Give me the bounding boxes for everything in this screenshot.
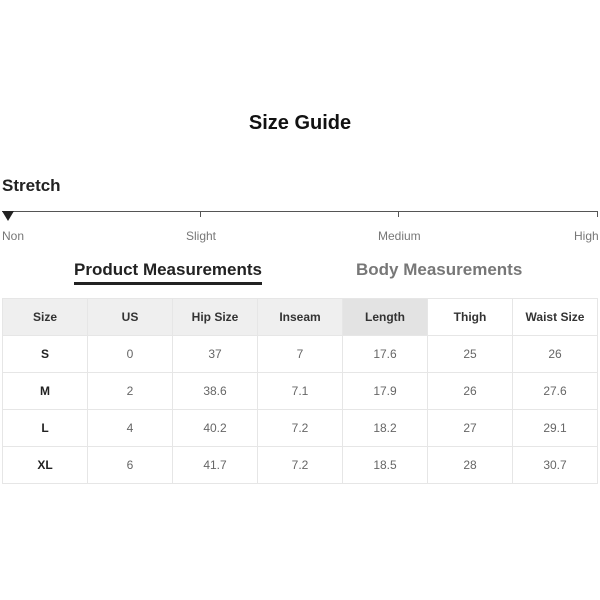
stretch-indicator-icon	[2, 211, 14, 221]
table-cell: L	[3, 410, 88, 447]
table-cell: 30.7	[513, 447, 598, 484]
table-cell: XL	[3, 447, 88, 484]
table-cell: 6	[88, 447, 173, 484]
stretch-level-non: Non	[2, 229, 25, 243]
table-cell: 37	[173, 336, 258, 373]
header-us: US	[88, 299, 173, 336]
table-cell: 18.2	[343, 410, 428, 447]
table-cell: 38.6	[173, 373, 258, 410]
tab-body-measurements[interactable]: Body Measurements	[356, 260, 523, 279]
stretch-level-medium: Medium	[378, 229, 421, 243]
table-cell: 27.6	[513, 373, 598, 410]
stretch-level-high: High	[574, 229, 599, 243]
table-row	[3, 410, 598, 447]
table-cell: 17.9	[343, 373, 428, 410]
table-cell: 25	[428, 336, 513, 373]
header-inseam: Inseam	[258, 299, 343, 336]
stretch-level-slight: Slight	[186, 229, 217, 243]
table-cell: 18.5	[343, 447, 428, 484]
header-thigh: Thigh	[428, 299, 513, 336]
table-cell: 27	[428, 410, 513, 447]
stretch-label: Stretch	[2, 176, 61, 195]
table-cell: 17.6	[343, 336, 428, 373]
table-cell: 28	[428, 447, 513, 484]
tab-product-measurements[interactable]: Product Measurements	[74, 260, 262, 285]
table-cell: 41.7	[173, 447, 258, 484]
table-cell: 0	[88, 336, 173, 373]
table-cell: 40.2	[173, 410, 258, 447]
page-title: Size Guide	[248, 112, 352, 134]
table-cell: 7.2	[258, 410, 343, 447]
table-cell: 29.1	[513, 410, 598, 447]
table-header-row	[3, 299, 598, 336]
table-cell: 7.1	[258, 373, 343, 410]
header-length: Length	[343, 299, 428, 336]
table-cell: M	[3, 373, 88, 410]
stretch-tick-medium	[398, 211, 399, 217]
header-hip-size: Hip Size	[173, 299, 258, 336]
table-cell: 4	[88, 410, 173, 447]
table-cell: 7.2	[258, 447, 343, 484]
table-cell: S	[3, 336, 88, 373]
stretch-tick-slight	[200, 211, 201, 217]
table-cell: 26	[513, 336, 598, 373]
table-row	[3, 336, 598, 373]
table-row	[3, 447, 598, 484]
table-row	[3, 373, 598, 410]
table-cell: 7	[258, 336, 343, 373]
table-cell: 26	[428, 373, 513, 410]
stretch-scale-line	[2, 211, 598, 212]
header-waist-size: Waist Size	[513, 299, 598, 336]
size-table	[2, 298, 598, 484]
header-size: Size	[3, 299, 88, 336]
table-cell: 2	[88, 373, 173, 410]
stretch-tick-high	[597, 211, 598, 217]
